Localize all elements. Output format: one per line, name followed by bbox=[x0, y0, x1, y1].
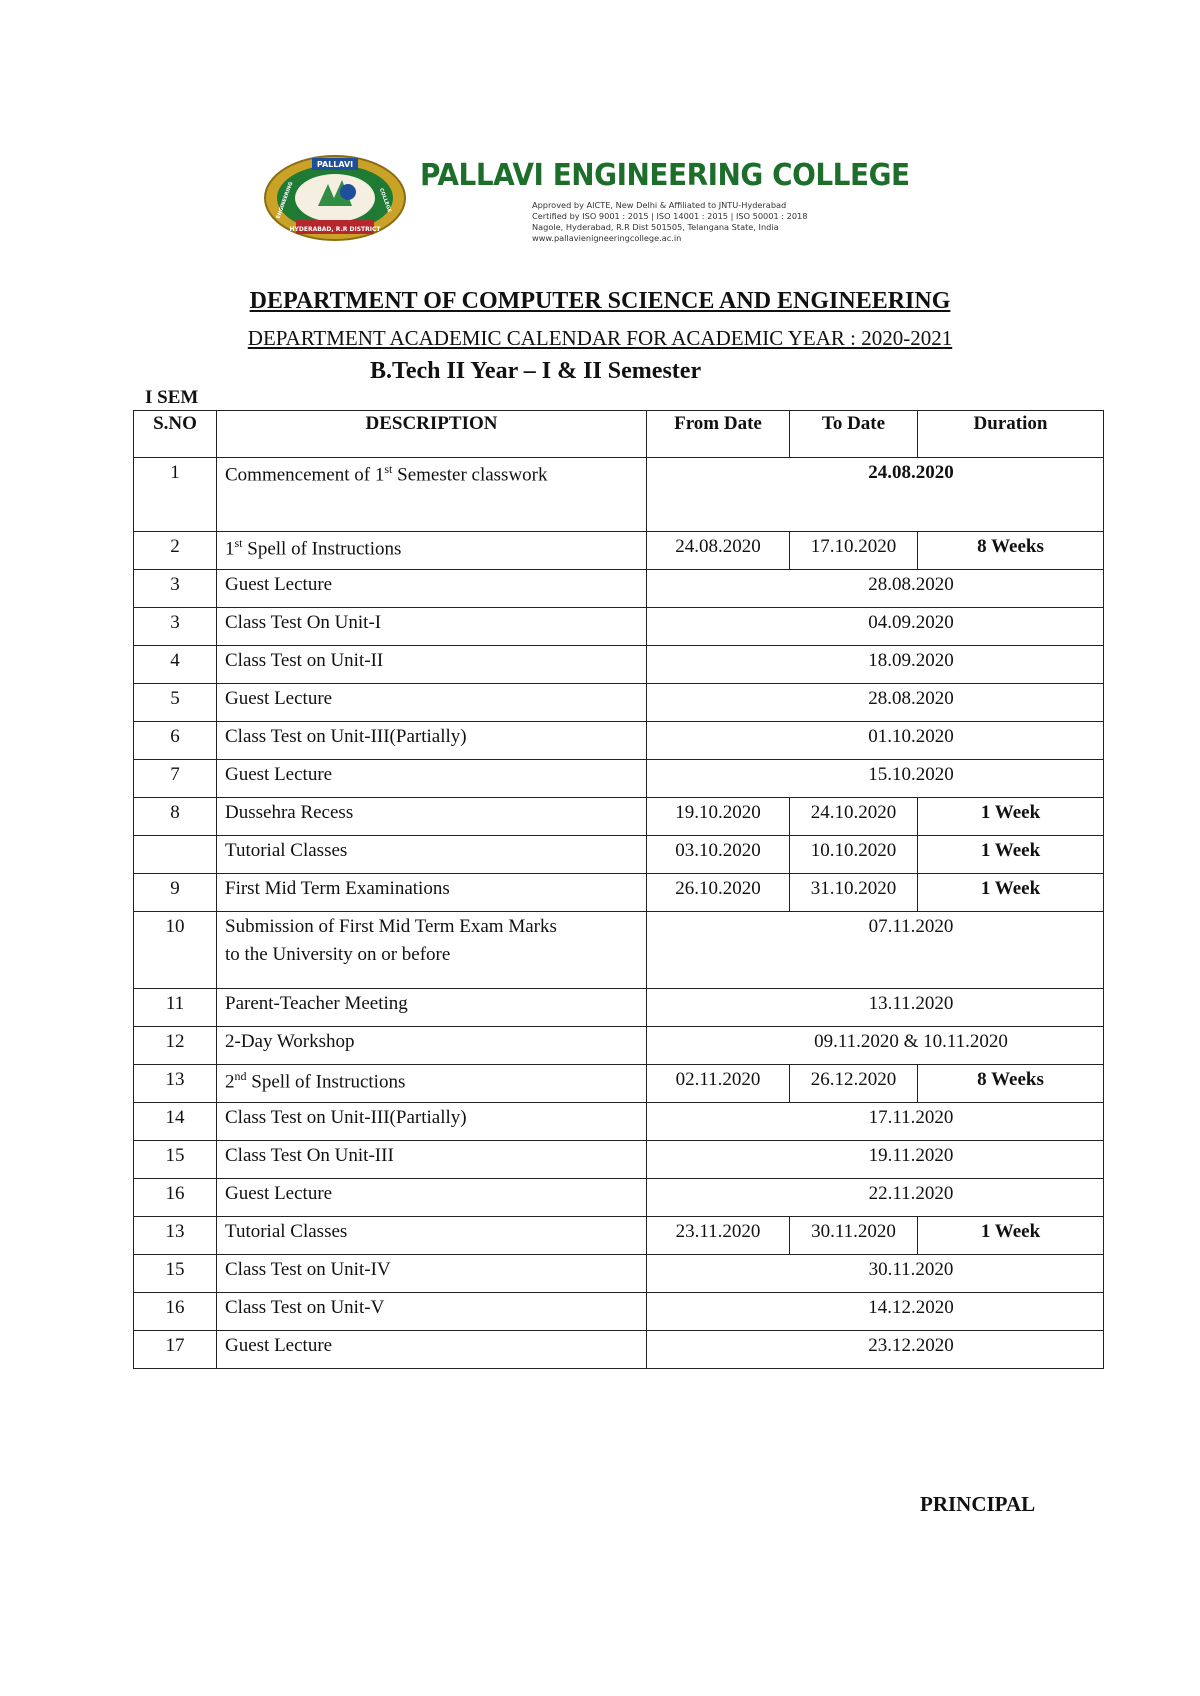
table-body bbox=[134, 458, 1104, 1369]
description-text: Class Test On Unit-III bbox=[225, 1145, 394, 1166]
description-text: Class Test on Unit-III(Partially) bbox=[225, 726, 467, 747]
cell-description bbox=[217, 989, 647, 1027]
description-text: 2-Day Workshop bbox=[225, 1031, 355, 1052]
cell-date: 01.10.2020 bbox=[647, 722, 1104, 760]
cell-date: 30.11.2020 bbox=[647, 1255, 1104, 1293]
seal-left-text: ENGINEERING bbox=[275, 181, 295, 220]
description-text: Guest Lecture bbox=[225, 574, 333, 595]
table-row bbox=[134, 912, 1104, 989]
cell-sno: 7 bbox=[134, 760, 217, 798]
description-text: Guest Lecture bbox=[225, 688, 333, 709]
cell-sno: 8 bbox=[134, 798, 217, 836]
program-title: B.Tech II Year – I & II Semester bbox=[370, 358, 702, 384]
cell-sno: 9 bbox=[134, 874, 217, 912]
cell-description bbox=[217, 1179, 647, 1217]
table-row bbox=[134, 836, 1104, 874]
approval-line: Approved by AICTE, New Delhi & Affiliated to JNTU-Hyderabad bbox=[532, 200, 787, 210]
description-text: 1 bbox=[225, 538, 235, 560]
cell-sno: 13 bbox=[134, 1217, 217, 1255]
description-text-rest: Spell of Instructions bbox=[246, 1071, 406, 1093]
cell-date: 17.11.2020 bbox=[647, 1103, 1104, 1141]
cell-duration: 1 Week bbox=[918, 1217, 1104, 1255]
cell-date: 18.09.2020 bbox=[647, 646, 1104, 684]
table-row bbox=[134, 1293, 1104, 1331]
table-row bbox=[134, 1103, 1104, 1141]
calendar-title: DEPARTMENT ACADEMIC CALENDAR FOR ACADEMIC YEAR : 2020-2021 bbox=[247, 326, 953, 350]
header-sno: S.NO bbox=[134, 411, 217, 458]
table-row bbox=[134, 989, 1104, 1027]
cell-description bbox=[217, 1103, 647, 1141]
description-text: Class Test On Unit-I bbox=[225, 612, 382, 633]
cell-description bbox=[217, 836, 647, 874]
table-row bbox=[134, 608, 1104, 646]
table-row bbox=[134, 1065, 1104, 1103]
cell-date: 04.09.2020 bbox=[647, 608, 1104, 646]
cell-duration: 1 Week bbox=[918, 798, 1104, 836]
address-line: Nagole, Hyderabad, R.R Dist 501505, Telangana State, India bbox=[532, 222, 779, 232]
cell-date: 09.11.2020 & 10.11.2020 bbox=[647, 1027, 1104, 1065]
cell-date: 19.11.2020 bbox=[647, 1141, 1104, 1179]
cell-description bbox=[217, 646, 647, 684]
table-row bbox=[134, 1331, 1104, 1369]
table-row bbox=[134, 1255, 1104, 1293]
cell-sno: 5 bbox=[134, 684, 217, 722]
cell-sno: 16 bbox=[134, 1293, 217, 1331]
description-text: Parent-Teacher Meeting bbox=[225, 993, 408, 1014]
college-details bbox=[532, 200, 892, 244]
table-row bbox=[134, 798, 1104, 836]
academic-calendar-table bbox=[133, 410, 1104, 1369]
college-logo-banner bbox=[262, 154, 942, 244]
description-text: 2 bbox=[225, 1071, 235, 1093]
principal-signature-label: PRINCIPAL bbox=[920, 1492, 1036, 1516]
cell-sno: 17 bbox=[134, 1331, 217, 1369]
cell-sno: 4 bbox=[134, 646, 217, 684]
cell-date: 22.11.2020 bbox=[647, 1179, 1104, 1217]
college-seal-icon bbox=[262, 154, 408, 242]
cell-date: 15.10.2020 bbox=[647, 760, 1104, 798]
cell-sno: 6 bbox=[134, 722, 217, 760]
semester-label: I SEM bbox=[145, 387, 199, 408]
cell-to-date: 17.10.2020 bbox=[790, 532, 918, 570]
table-row bbox=[134, 684, 1104, 722]
cell-duration: 1 Week bbox=[918, 874, 1104, 912]
cell-sno: 15 bbox=[134, 1255, 217, 1293]
cell-from-date: 19.10.2020 bbox=[647, 798, 790, 836]
description-text-line2: to the University on or before bbox=[225, 944, 451, 965]
college-name: PALLAVI ENGINEERING COLLEGE bbox=[420, 158, 910, 193]
cell-date: 23.12.2020 bbox=[647, 1331, 1104, 1369]
table-row bbox=[134, 1179, 1104, 1217]
cell-to-date: 10.10.2020 bbox=[790, 836, 918, 874]
certification-line: Certified by ISO 9001 : 2015 | ISO 14001 : 2015 | ISO 50001 : 2018 bbox=[532, 211, 808, 221]
cell-duration: 1 Week bbox=[918, 836, 1104, 874]
cell-from-date: 23.11.2020 bbox=[647, 1217, 790, 1255]
cell-description bbox=[217, 458, 647, 532]
department-title: DEPARTMENT OF COMPUTER SCIENCE AND ENGINEERING bbox=[249, 288, 951, 314]
cell-to-date: 30.11.2020 bbox=[790, 1217, 918, 1255]
header-from-date: From Date bbox=[647, 411, 790, 458]
description-text: Guest Lecture bbox=[225, 1335, 333, 1356]
cell-sno: 16 bbox=[134, 1179, 217, 1217]
cell-description bbox=[217, 1027, 647, 1065]
cell-description bbox=[217, 874, 647, 912]
cell-from-date: 26.10.2020 bbox=[647, 874, 790, 912]
cell-description bbox=[217, 570, 647, 608]
table-row bbox=[134, 760, 1104, 798]
cell-sno: 2 bbox=[134, 532, 217, 570]
description-text: Tutorial Classes bbox=[225, 1221, 348, 1242]
cell-sno: 11 bbox=[134, 989, 217, 1027]
cell-sno: 10 bbox=[134, 912, 217, 989]
table-row bbox=[134, 458, 1104, 532]
cell-description bbox=[217, 608, 647, 646]
cell-to-date: 24.10.2020 bbox=[790, 798, 918, 836]
cell-date: 13.11.2020 bbox=[647, 989, 1104, 1027]
cell-description bbox=[217, 1065, 647, 1103]
cell-from-date: 24.08.2020 bbox=[647, 532, 790, 570]
table-row bbox=[134, 722, 1104, 760]
description-text: Class Test on Unit-II bbox=[225, 650, 384, 671]
ordinal-suffix: st bbox=[384, 462, 393, 476]
website-line: www.pallavienigneeringcollege.ac.in bbox=[532, 233, 682, 243]
cell-date: 14.12.2020 bbox=[647, 1293, 1104, 1331]
description-text: Guest Lecture bbox=[225, 764, 333, 785]
cell-sno: 3 bbox=[134, 570, 217, 608]
cell-duration: 8 Weeks bbox=[918, 1065, 1104, 1103]
cell-sno bbox=[134, 836, 217, 874]
ordinal-suffix: st bbox=[234, 536, 243, 550]
description-text: Class Test on Unit-V bbox=[225, 1297, 385, 1318]
description-text-rest: Semester classwork bbox=[392, 464, 548, 486]
table-row bbox=[134, 1217, 1104, 1255]
cell-sno: 14 bbox=[134, 1103, 217, 1141]
cell-sno: 3 bbox=[134, 608, 217, 646]
description-text: Commencement of 1 bbox=[225, 464, 385, 486]
cell-description bbox=[217, 1141, 647, 1179]
description-text: Submission of First Mid Term Exam Marks bbox=[225, 916, 557, 937]
header-duration: Duration bbox=[918, 411, 1104, 458]
cell-description bbox=[217, 1255, 647, 1293]
cell-sno: 15 bbox=[134, 1141, 217, 1179]
cell-sno: 1 bbox=[134, 458, 217, 532]
cell-description bbox=[217, 1331, 647, 1369]
table-row bbox=[134, 532, 1104, 570]
table-row bbox=[134, 1027, 1104, 1065]
description-text: Tutorial Classes bbox=[225, 840, 348, 861]
ordinal-suffix: nd bbox=[234, 1069, 247, 1083]
seal-top-text: PALLAVI bbox=[316, 160, 354, 169]
table-row bbox=[134, 646, 1104, 684]
table-row bbox=[134, 874, 1104, 912]
seal-bottom-text: HYDERABAD, R.R DISTRICT bbox=[289, 226, 381, 233]
cell-sno: 12 bbox=[134, 1027, 217, 1065]
cell-description bbox=[217, 912, 647, 989]
header-to-date: To Date bbox=[790, 411, 918, 458]
cell-sno: 13 bbox=[134, 1065, 217, 1103]
cell-to-date: 26.12.2020 bbox=[790, 1065, 918, 1103]
cell-from-date: 03.10.2020 bbox=[647, 836, 790, 874]
description-text: Class Test on Unit-III(Partially) bbox=[225, 1107, 467, 1128]
cell-description bbox=[217, 760, 647, 798]
cell-description bbox=[217, 684, 647, 722]
cell-description bbox=[217, 532, 647, 570]
table-header-row bbox=[134, 411, 1104, 458]
cell-description bbox=[217, 722, 647, 760]
cell-date: 07.11.2020 bbox=[647, 912, 1104, 989]
table-row bbox=[134, 1141, 1104, 1179]
cell-description bbox=[217, 798, 647, 836]
description-text: First Mid Term Examinations bbox=[225, 878, 450, 899]
cell-date: 24.08.2020 bbox=[647, 458, 1104, 532]
cell-from-date: 02.11.2020 bbox=[647, 1065, 790, 1103]
cell-description bbox=[217, 1293, 647, 1331]
cell-date: 28.08.2020 bbox=[647, 684, 1104, 722]
description-text-rest: Spell of Instructions bbox=[242, 538, 402, 560]
cell-date: 28.08.2020 bbox=[647, 570, 1104, 608]
description-text: Class Test on Unit-IV bbox=[225, 1259, 391, 1280]
description-text: Guest Lecture bbox=[225, 1183, 333, 1204]
table-row bbox=[134, 570, 1104, 608]
header-description: DESCRIPTION bbox=[217, 411, 647, 458]
seal-right-text: COLLEGE bbox=[377, 187, 393, 214]
cell-to-date: 31.10.2020 bbox=[790, 874, 918, 912]
cell-description bbox=[217, 1217, 647, 1255]
cell-duration: 8 Weeks bbox=[918, 532, 1104, 570]
description-text: Dussehra Recess bbox=[225, 802, 354, 823]
